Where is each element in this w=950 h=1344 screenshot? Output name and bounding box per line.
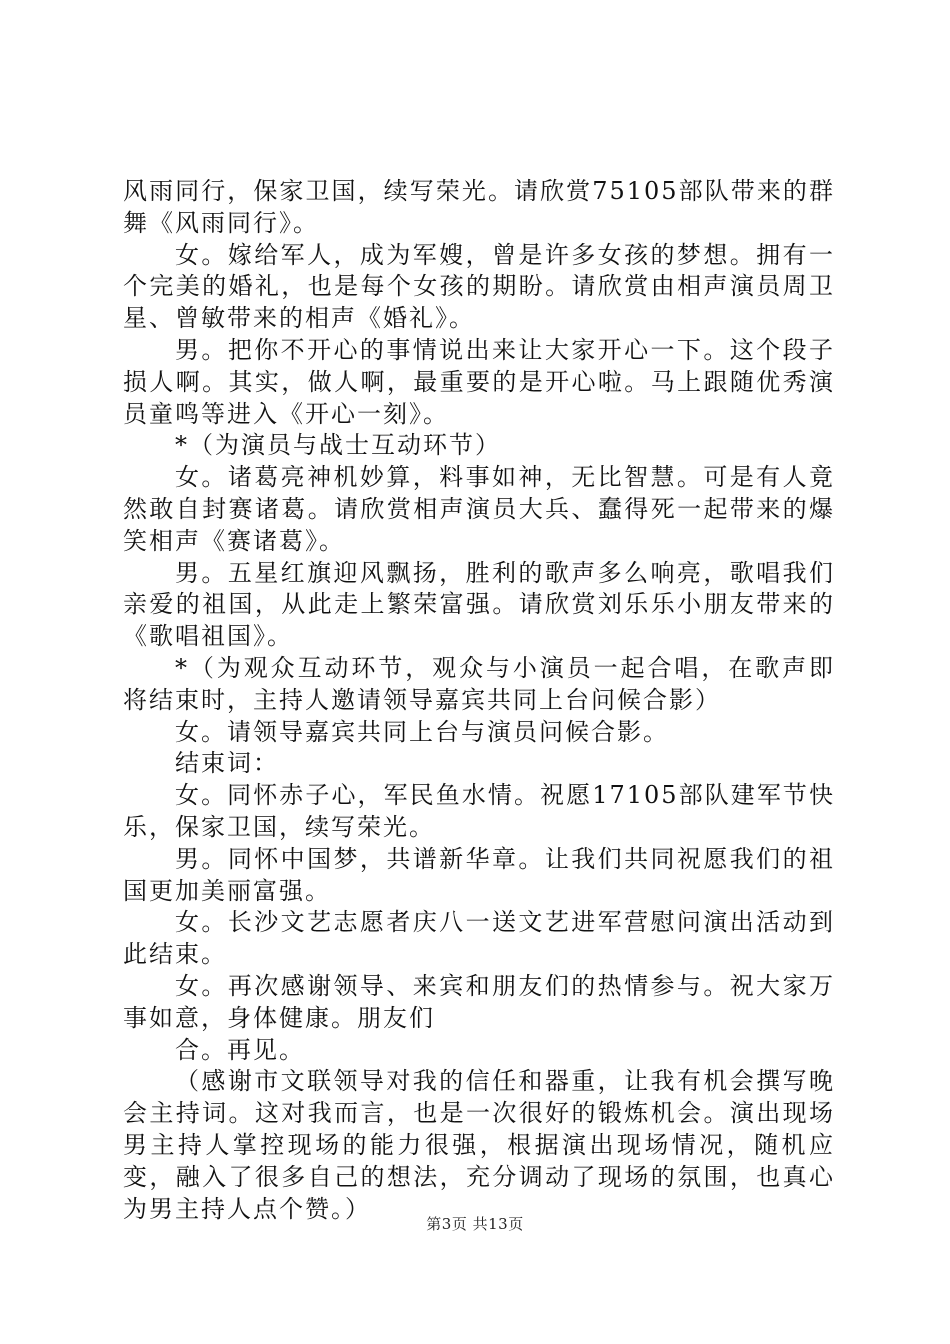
- paragraph-1: 风雨同行，保家卫国，续写荣光。请欣赏75105部队带来的群舞《风雨同行》。: [123, 177, 835, 237]
- paragraph-7: *（为观众互动环节，观众与小演员一起合唱，在歌声即将结束时，主持人邀请领导嘉宾共同上台问候合影）: [123, 653, 835, 714]
- paragraph-5: 女。诸葛亮神机妙算，料事如神，无比智慧。可是有人竟然敢自封赛诸葛。请欣赏相声演员大兵、蠢得死一起带来的爆笑相声《赛诸葛》。: [123, 463, 835, 555]
- paragraph-11: 男。同怀中国梦，共谱新华章。让我们共同祝愿我们的祖国更加美丽富强。: [123, 844, 835, 905]
- paragraph-12: 女。长沙文艺志愿者庆八一送文艺进军营慰问演出活动到此结束。: [123, 908, 835, 969]
- paragraph-6: 男。五星红旗迎风飘扬，胜利的歌声多么响亮，歌唱我们亲爱的祖国，从此走上繁荣富强。请欣赏刘乐乐小朋友带来的《歌唱祖国》。: [123, 558, 835, 651]
- paragraph-2: 女。嫁给军人，成为军嫂，曾是许多女孩的梦想。拥有一个完美的婚礼，也是每个女孩的期盼。请欣赏由相声演员周卫星、曾敏带来的相声《婚礼》。: [123, 240, 835, 333]
- paragraph-8: 女。请领导嘉宾共同上台与演员问候合影。: [175, 717, 669, 746]
- page-number-label: 第3页 共13页: [426, 1215, 524, 1233]
- paragraph-9: 结束词：: [175, 749, 279, 778]
- page-footer: [0, 1214, 950, 1234]
- paragraph-3: 男。把你不开心的事情说出来让大家开心一下。这个段子损人啊。其实，做人啊，最重要的是开心啦。马上跟随优秀演员童鸣等进入《开心一刻》。: [123, 335, 835, 428]
- paragraph-13: 女。再次感谢领导、来宾和朋友们的热情参与。祝大家万事如意，身体健康。朋友们: [123, 971, 835, 1032]
- paragraph-10: 女。同怀赤子心，军民鱼水情。祝愿17105部队建军节快乐，保家卫国，续写荣光。: [123, 781, 835, 841]
- document-body: [123, 176, 835, 1225]
- paragraph-14: 合。再见。: [175, 1035, 305, 1064]
- paragraph-4: *（为演员与战士互动环节）: [175, 431, 501, 460]
- paragraph-15: （感谢市文联领导对我的信任和器重，让我有机会撰写晚会主持词。这对我而言，也是一次很好的锻炼机会。演出现场男主持人掌控现场的能力很强，根据演出现场情况，随机应变，融入了很多自己的想法，充分调动了现场的氛围，也真心为男主持人点个赞。）: [123, 1067, 835, 1223]
